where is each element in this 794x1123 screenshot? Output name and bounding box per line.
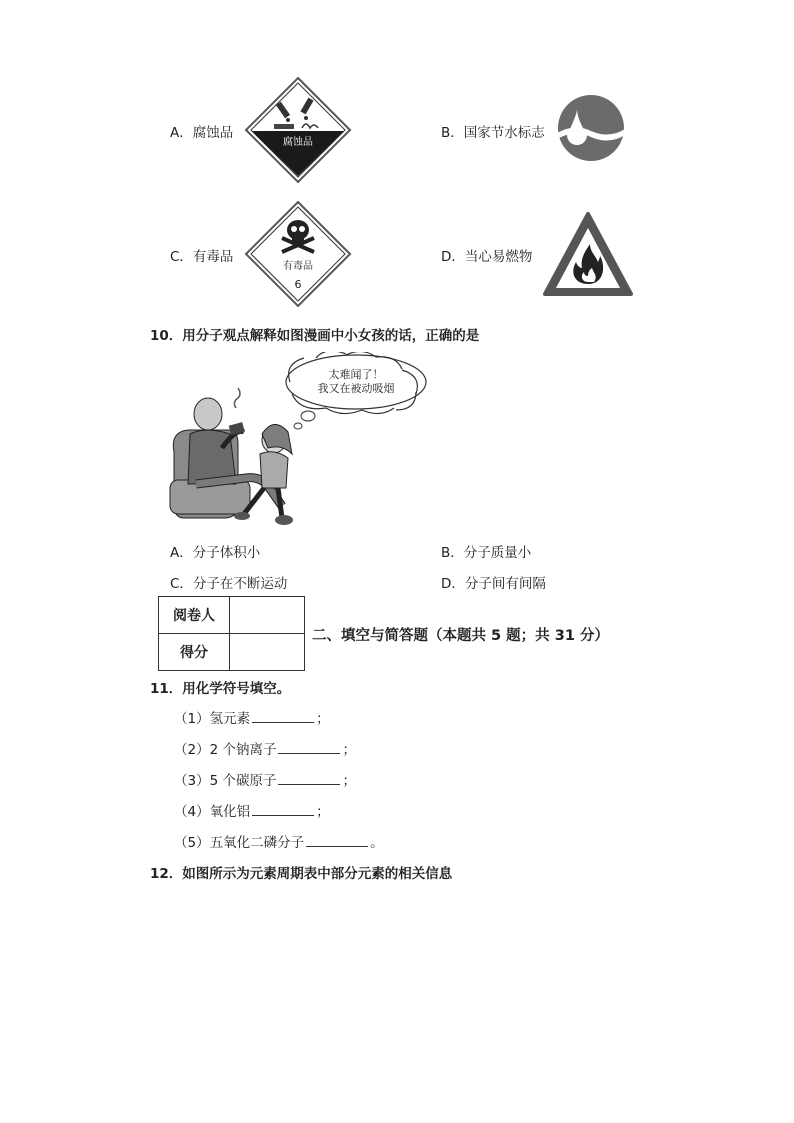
reviewer-cell [230,597,305,634]
q11-stem: 11．用化学符号填空。 [150,681,291,697]
answer-blank [306,834,368,847]
q10-option-d: D．分子间有间隔 [441,576,546,592]
corrosive-sign-text: 腐蚀品 [283,137,313,148]
q11-item-5: （5）五氧化二磷分子 。 [174,835,384,851]
q12-stem: 12．如图所示为元素周期表中部分元素的相关信息 [150,866,453,882]
toxic-sign-icon [244,200,352,308]
flammable-warning-icon [541,208,635,298]
water-saving-logo-icon [553,93,629,163]
answer-blank [252,710,314,723]
score-cell [230,634,305,671]
answer-blank [252,803,314,816]
answer-blank [278,772,340,785]
corrosive-sign-icon [244,76,352,184]
q10-option-b: B．分子质量小 [441,545,532,561]
toxic-sign-number: 6 [294,278,302,291]
option-a-label: A．腐蚀品 [170,125,234,141]
reviewer-label: 阅卷人 [159,597,230,634]
bubble-line-1: 太难闻了！ [328,368,384,381]
bubble-line-2: 我又在被动吸烟 [317,382,395,395]
toxic-sign-text: 有毒品 [283,261,313,272]
option-d-label: D．当心易燃物 [441,249,533,265]
option-b-label: B．国家节水标志 [441,125,545,141]
q11-item-1: （1）氢元素 ； [174,711,330,727]
smoking-cartoon-illustration [166,352,436,532]
score-table [158,596,305,671]
q10-option-a: A．分子体积小 [170,545,261,561]
q11-item-3: （3）5 个碳原子 ； [174,773,356,789]
q10-stem: 10．用分子观点解释如图漫画中小女孩的话，正确的是 [150,328,480,344]
q11-item-2: （2）2 个钠离子 ； [174,742,356,758]
score-label: 得分 [159,634,230,671]
option-c-label: C．有毒品 [170,249,234,265]
answer-blank [278,741,340,754]
q10-option-c: C．分子在不断运动 [170,576,288,592]
q11-item-4: （4）氧化铝 ； [174,804,330,820]
section-2-title: 二、填空与简答题（本题共 5 题；共 31 分） [312,628,609,644]
